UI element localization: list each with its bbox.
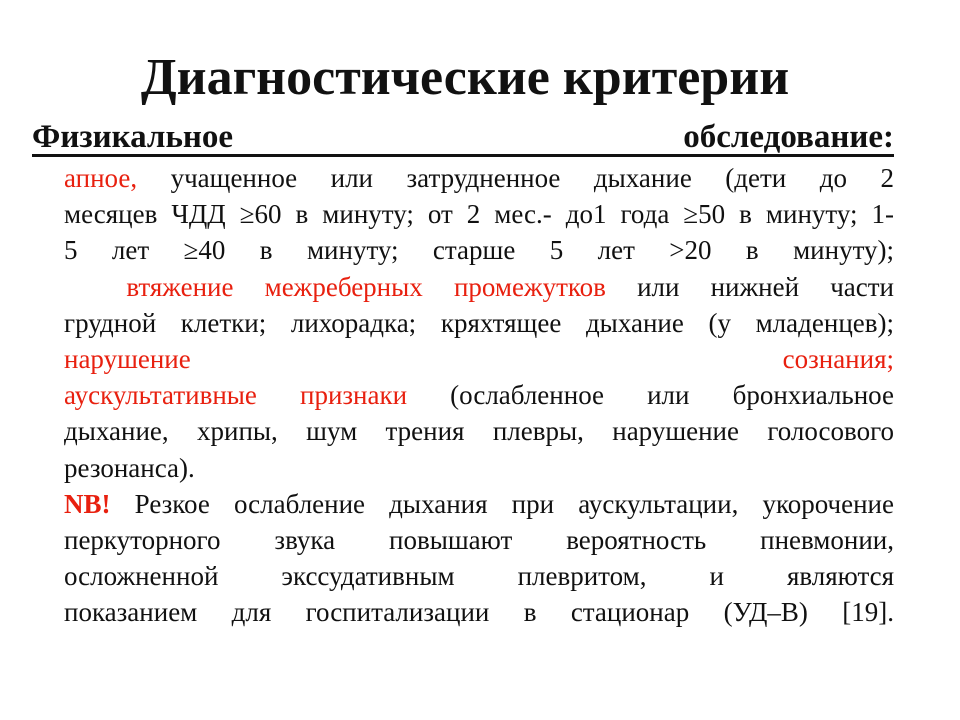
criteria-line-5: грудной клетки; лихорадка; кряхтящее дыхание (у младенцев);	[64, 307, 894, 338]
apnea-term: апное,	[64, 163, 138, 193]
page-title: Диагностические критерии	[140, 49, 790, 106]
criteria-line-1: апное, учащенное или затрудненное дыхание (дети до 2	[64, 163, 894, 193]
note-line-2: перкуторного звука повышают вероятность пневмонии,	[64, 525, 894, 556]
criteria-line-7: аускультативные признаки (ослабленное или бронхиальное	[64, 380, 894, 411]
criteria-text	[64, 160, 894, 631]
subtitle-left: Физикальное	[32, 119, 234, 155]
note-line-1: NB! Резкое ослабление дыхания при аускультации, укорочение	[64, 488, 894, 519]
criteria-line-2: месяцев ЧДД ≥60 в минуту; от 2 мес.- до1 года ≥50 в минуту; 1-	[64, 199, 894, 230]
consciousness-term-a: нарушение	[64, 344, 191, 375]
nb-label: NB!	[64, 488, 111, 519]
consciousness-term-b: сознания;	[782, 344, 894, 375]
criteria-line-4: втяжение межреберных промежутков или нижней части	[126, 271, 895, 302]
auscultatory-term: аускультативные признаки	[64, 380, 408, 411]
note-line-3: осложненной экссудативным плевритом, и являются	[64, 561, 894, 592]
note-line-4: показанием для госпитализации в стационар (УД–В) [19].	[64, 597, 894, 628]
criteria-line-8: дыхание, хрипы, шум трения плевры, нарушение голосового	[64, 416, 894, 447]
retraction-term: втяжение межреберных промежутков	[126, 271, 606, 302]
criteria-line-6	[64, 341, 894, 377]
criteria-line-3: 5 лет ≥40 в минуту; старше 5 лет >20 в минуту);	[64, 235, 894, 266]
criteria-line-9: резонанса).	[64, 452, 195, 483]
subtitle-right: обследование:	[683, 119, 894, 155]
section-subtitle	[32, 117, 894, 157]
